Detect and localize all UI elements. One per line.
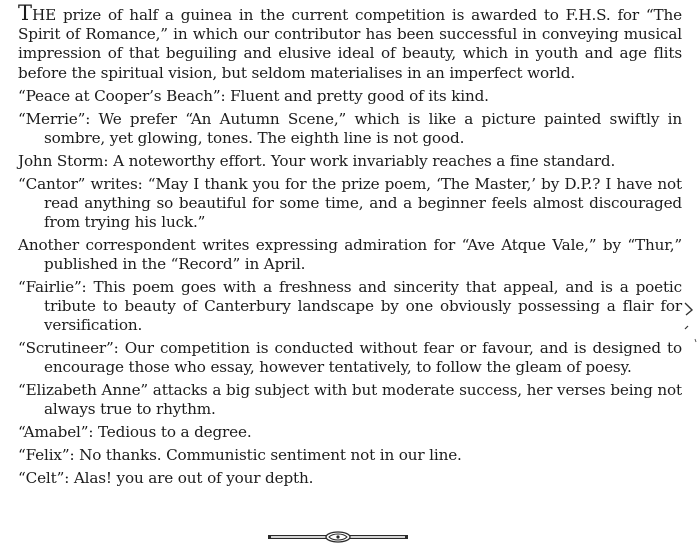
lead-paragraph — [18, 1, 682, 83]
lead-text: HE prize of half a guinea in the current competition is awarded to F.H.S. for “The Spirit of Romance,” in which our contributor has been successful in conveying musical impression of that beguiling and elusive ideal of beauty, which in youth and age flits before the spiritual vision, but seldom materialises in an imperfect world. — [18, 6, 682, 82]
entry-amabel: “Amabel”: Tedious to a degree. — [18, 422, 252, 441]
drop-cap: T — [18, 1, 33, 25]
entry-john-storm: John Storm: A noteworthy effort. Your work invariably reaches a fine standard. — [18, 151, 616, 170]
entry-peace-at-coopers-beach: “Peace at Cooper’s Beach”: Fluent and pretty good of its kind. — [18, 86, 489, 105]
entry-cantor: “Cantor” writes: “May I thank you for the prize poem, ‘The Master,’ by D.P.? I have not read anything so beautiful for some time, and a beginner feels almost discouraged from trying his luck.” — [18, 174, 682, 231]
entry-elizabeth-anne: “Elizabeth Anne” attacks a big subject with but moderate success, her verses being not always true to rhythm. — [18, 380, 682, 418]
entry-merrie: “Merrie”: We prefer “An Autumn Scene,” which is like a picture painted swiftly in sombre, yet glowing, tones. The eighth line is not good. — [18, 109, 682, 147]
entry-scrutineer: “Scrutineer”: Our competition is conducted without fear or favour, and is designed to encourage those who essay, however tentatively, to follow the gleam of poesy. — [18, 338, 682, 376]
entry-another-correspondent: Another correspondent writes expressing admiration for “Ave Atque Vale,” by “Thur,” published in the “Record” in April. — [18, 235, 682, 273]
entry-fairlie: “Fairlie”: This poem goes with a freshness and sincerity that appeal, and is a poetic tribute to beauty of Canterbury landscape by one obviously possessing a flair for versification. — [18, 277, 682, 334]
article-body — [18, 1, 682, 492]
margin-annotation-mark — [683, 301, 699, 343]
entry-celt: “Celt”: Alas! you are out of your depth. — [18, 468, 314, 487]
entry-felix: “Felix”: No thanks. Communistic sentiment not in our line. — [18, 445, 462, 464]
ornamental-divider — [268, 531, 408, 543]
